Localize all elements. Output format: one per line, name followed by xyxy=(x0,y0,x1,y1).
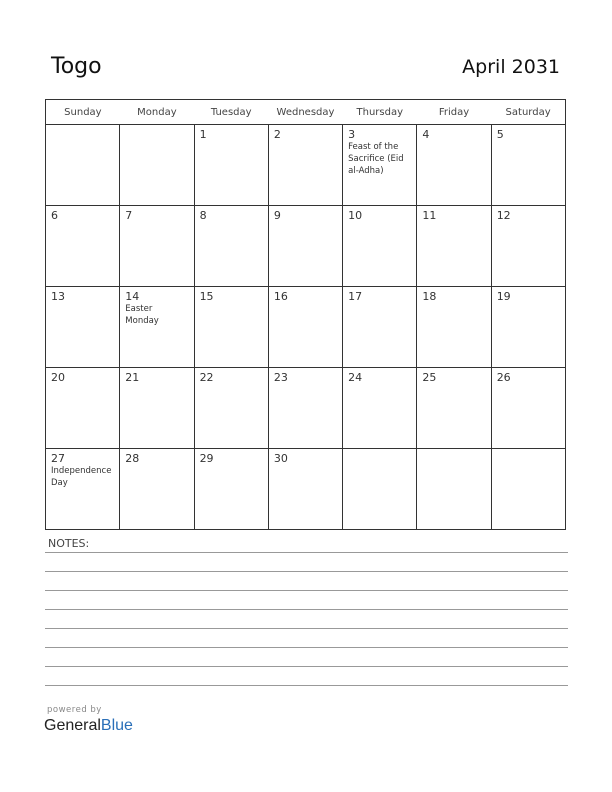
day-number: 21 xyxy=(125,371,140,384)
day-number: 19 xyxy=(496,290,511,303)
week-row xyxy=(46,368,566,449)
day-cell xyxy=(268,206,342,287)
notes-label: NOTES: xyxy=(48,537,90,550)
day-cell xyxy=(343,368,417,449)
day-cell xyxy=(343,125,417,206)
notes-line xyxy=(45,647,568,648)
day-cell xyxy=(46,449,120,530)
day-number: 2 xyxy=(273,128,281,141)
weekday-header: Tuesday xyxy=(194,100,268,125)
day-number: 22 xyxy=(199,371,214,384)
notes-line xyxy=(45,628,568,629)
notes-line xyxy=(45,571,568,572)
holiday-label: Feast of the Sacrifice (Eid al-Adha) xyxy=(348,142,404,176)
weekday-header: Friday xyxy=(417,100,491,125)
day-number: 27 xyxy=(51,452,65,465)
day-number: 13 xyxy=(51,290,65,303)
weekday-header: Sunday xyxy=(46,100,120,125)
notes-line xyxy=(45,590,568,591)
day-number: 9 xyxy=(273,209,281,222)
day-cell xyxy=(343,287,417,368)
day-number: 18 xyxy=(422,290,437,303)
day-number: 29 xyxy=(199,452,214,465)
day-number: 15 xyxy=(199,290,214,303)
day-cell xyxy=(194,368,268,449)
day-number: 24 xyxy=(348,371,363,384)
month-year-title: April 2031 xyxy=(462,56,560,78)
week-row xyxy=(46,449,566,530)
brand-general: General xyxy=(44,717,101,734)
day-cell xyxy=(417,449,491,530)
day-cell xyxy=(491,368,565,449)
brand-logo xyxy=(44,717,133,735)
powered-by-text: powered by xyxy=(47,705,102,715)
day-cell xyxy=(417,125,491,206)
day-cell xyxy=(120,368,194,449)
day-number: 5 xyxy=(496,128,504,141)
day-number: 20 xyxy=(51,371,65,384)
day-cell xyxy=(268,368,342,449)
weekday-header: Wednesday xyxy=(268,100,342,125)
day-cell xyxy=(120,449,194,530)
day-number: 3 xyxy=(348,128,356,141)
day-number: 10 xyxy=(348,209,363,222)
day-cell xyxy=(268,287,342,368)
day-cell xyxy=(491,449,565,530)
day-number: 28 xyxy=(125,452,140,465)
day-cell xyxy=(120,125,194,206)
notes-line xyxy=(45,666,568,667)
country-title: Togo xyxy=(51,54,102,79)
notes-line xyxy=(45,685,568,686)
day-number: 23 xyxy=(273,371,288,384)
day-number: 14 xyxy=(125,290,140,303)
day-number: 11 xyxy=(422,209,437,222)
day-cell xyxy=(46,368,120,449)
day-number: 17 xyxy=(348,290,363,303)
brand-blue: Blue xyxy=(100,717,133,734)
day-number: 6 xyxy=(51,209,58,222)
day-number: 4 xyxy=(422,128,430,141)
day-cell xyxy=(268,125,342,206)
day-cell xyxy=(46,287,120,368)
week-row xyxy=(46,287,566,368)
day-cell xyxy=(194,206,268,287)
day-number: 7 xyxy=(125,209,133,222)
day-cell xyxy=(491,206,565,287)
day-number: 12 xyxy=(496,209,511,222)
day-cell xyxy=(120,287,194,368)
day-cell xyxy=(491,125,565,206)
day-cell xyxy=(194,125,268,206)
day-cell xyxy=(417,368,491,449)
day-cell xyxy=(343,206,417,287)
day-cell xyxy=(491,287,565,368)
holiday-label: Easter Monday xyxy=(125,304,159,326)
day-number: 8 xyxy=(199,209,207,222)
day-number: 26 xyxy=(496,371,511,384)
day-cell xyxy=(194,287,268,368)
day-cell xyxy=(46,206,120,287)
day-number: 25 xyxy=(422,371,437,384)
day-cell xyxy=(417,287,491,368)
day-cell xyxy=(268,449,342,530)
week-row xyxy=(46,125,566,206)
holiday-label: Independence Day xyxy=(51,466,112,488)
notes-line xyxy=(45,552,568,553)
weekday-header: Monday xyxy=(120,100,194,125)
weekday-header-row xyxy=(46,100,566,125)
weekday-header: Saturday xyxy=(491,100,565,125)
day-cell xyxy=(343,449,417,530)
notes-line xyxy=(45,609,568,610)
day-number: 1 xyxy=(199,128,207,141)
weekday-header: Thursday xyxy=(343,100,417,125)
day-number: 16 xyxy=(273,290,288,303)
calendar-grid xyxy=(45,99,566,530)
day-cell xyxy=(417,206,491,287)
week-row xyxy=(46,206,566,287)
day-cell xyxy=(194,449,268,530)
day-number: 30 xyxy=(273,452,288,465)
day-cell xyxy=(46,125,120,206)
day-cell xyxy=(120,206,194,287)
